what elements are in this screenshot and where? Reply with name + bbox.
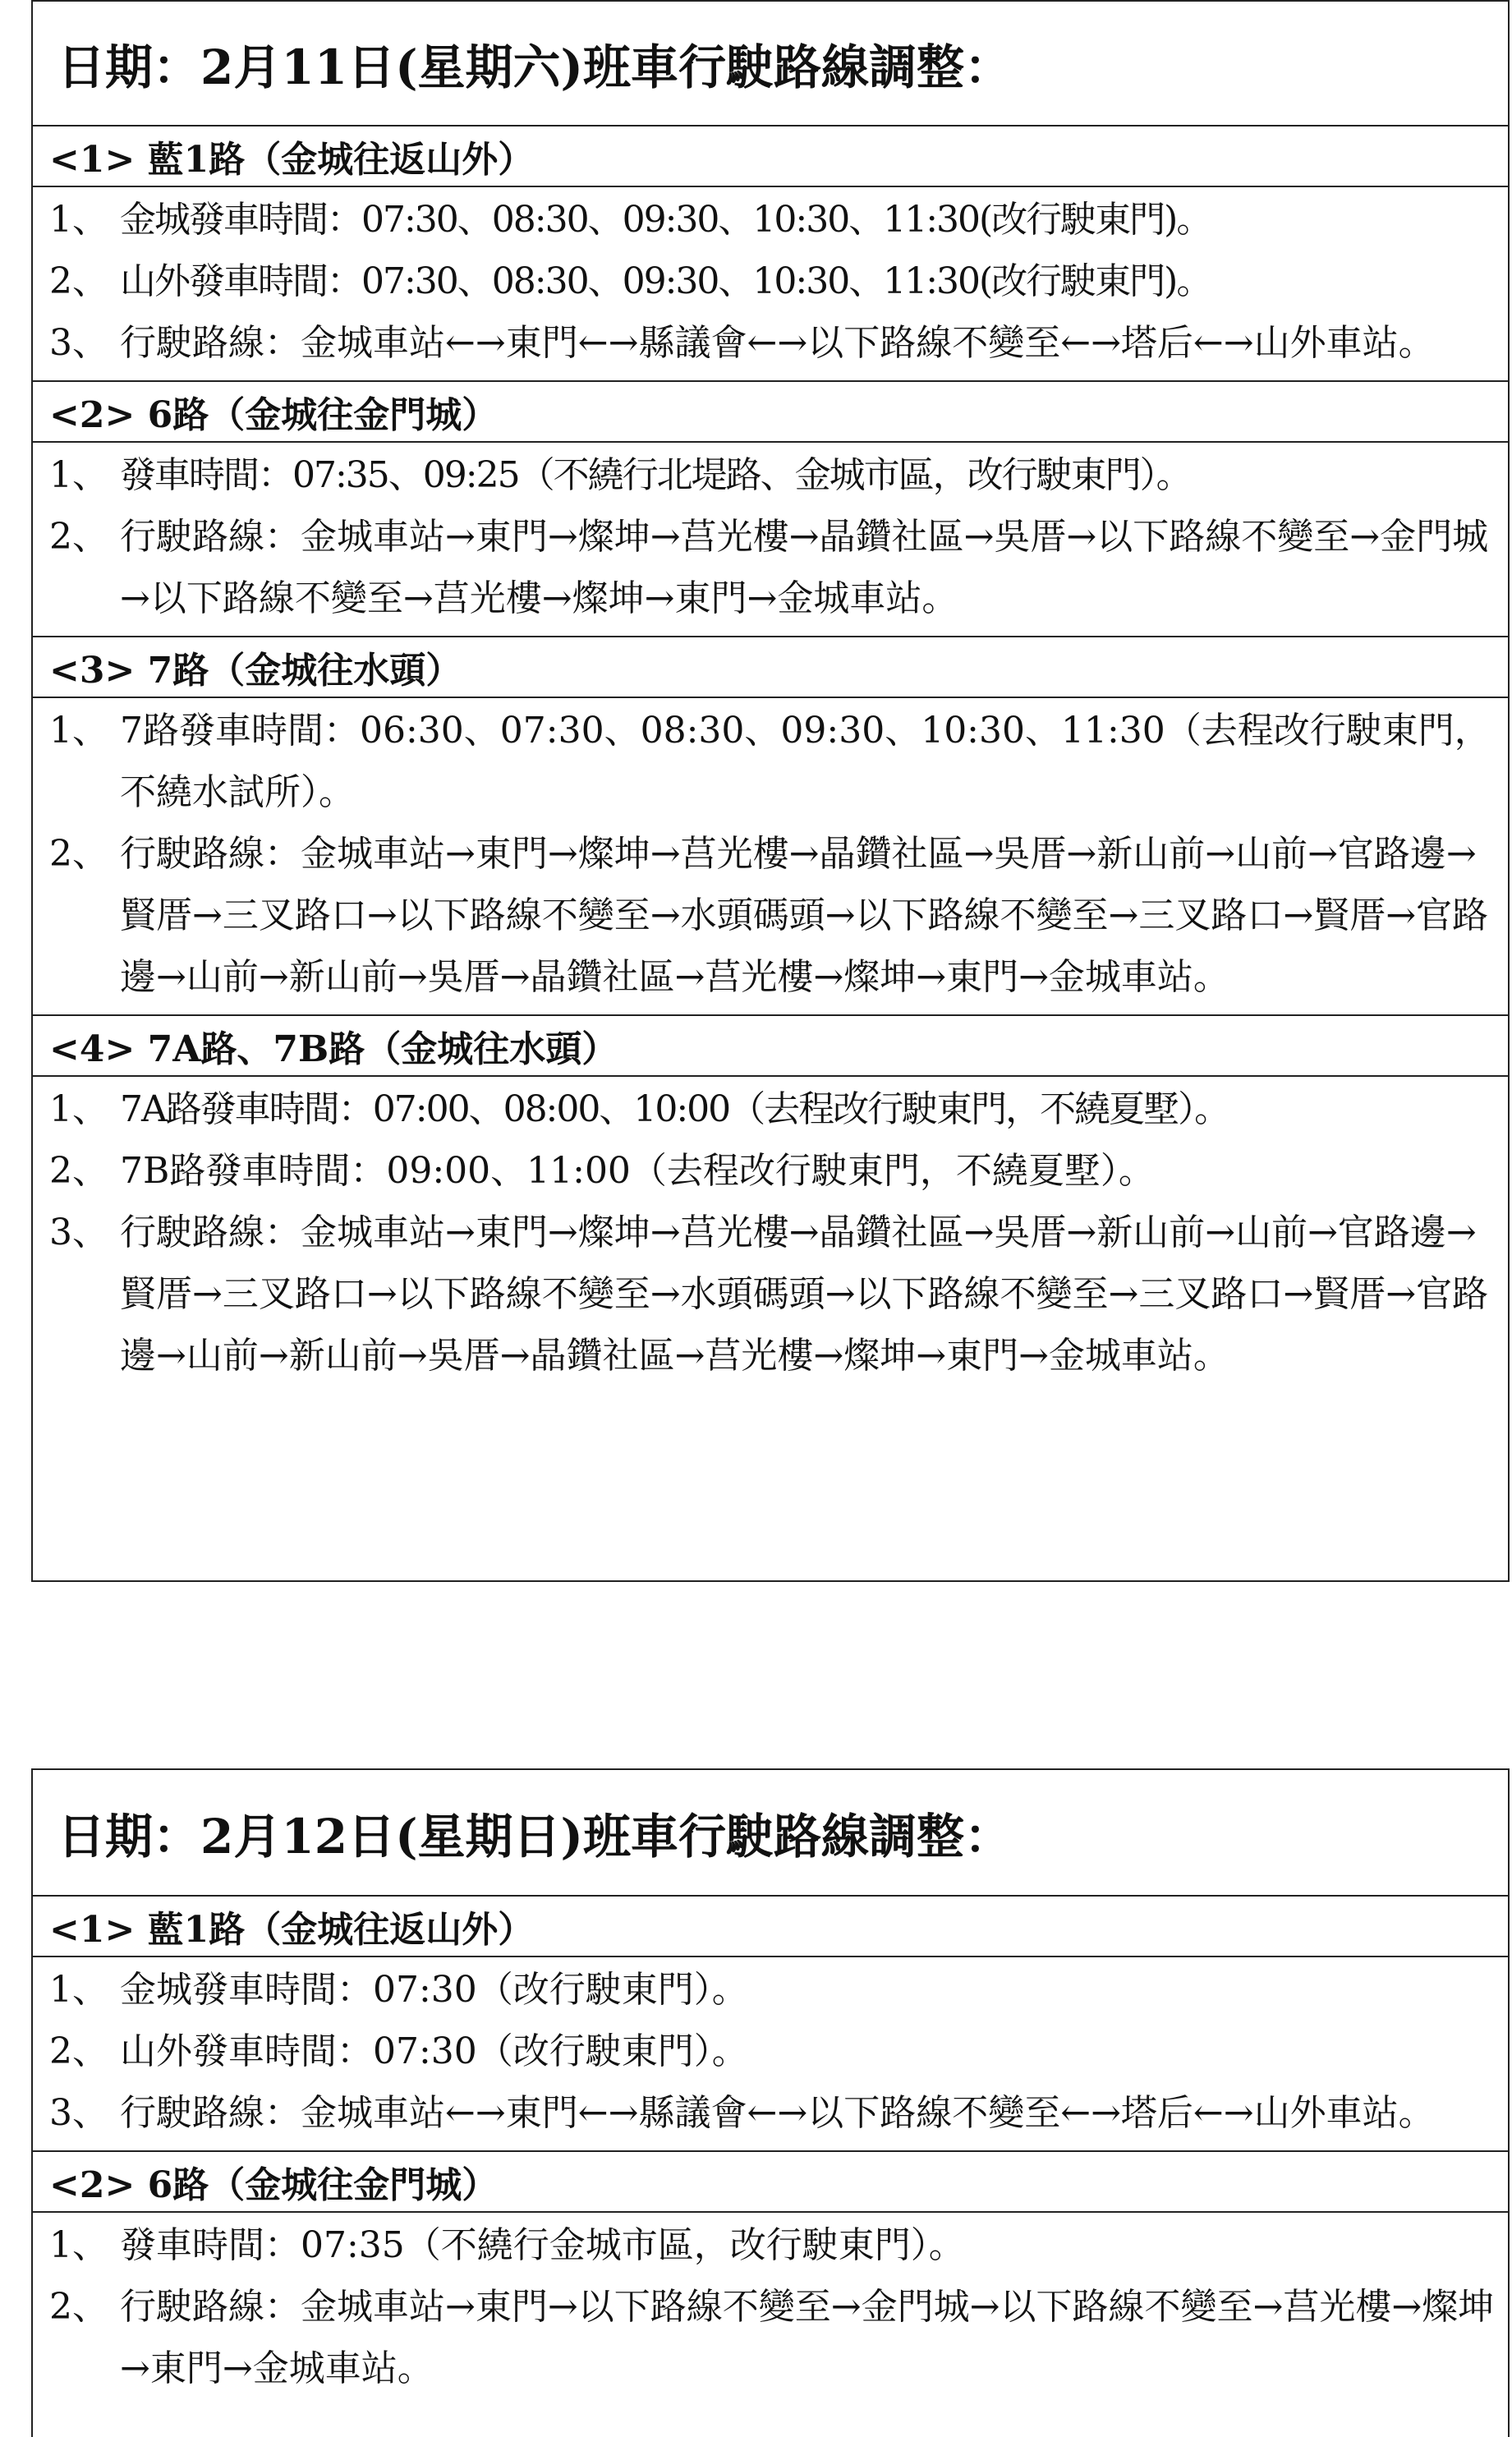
list-item <box>49 823 1496 1008</box>
item-text: 行駛路線：金城車站→東門→燦坤→莒光樓→晶鑽社區→吳厝→新山前→山前→官路邊→賢厝→三叉路口→以下路線不變至→水頭碼頭→以下路線不變至→三叉路口→賢厝→官路邊→山前→新山前→吳厝→晶鑽社區→莒光樓→燦坤→東門→金城車站。 <box>120 833 1489 998</box>
route-body-7 <box>33 698 1508 1016</box>
item-text: 7A路發車時間：07:00、08:00、10:00（去程改行駛東門，不繞夏墅）。 <box>120 1088 1229 1130</box>
route-header-blue-1: <1> 藍1路（金城往返山外） <box>33 126 1508 187</box>
route-body-6 <box>33 2213 1508 2406</box>
list-item <box>49 1959 1496 2021</box>
item-number: 2、 <box>49 2030 108 2072</box>
list-item <box>49 444 1496 506</box>
route-body-blue-1 <box>33 187 1508 382</box>
item-text: 行駛路線：金城車站→東門→燦坤→莒光樓→晶鑽社區→吳厝→新山前→山前→官路邊→賢厝→三叉路口→以下路線不變至→水頭碼頭→以下路線不變至→三叉路口→賢厝→官路邊→山前→新山前→吳厝→晶鑽社區→莒光樓→燦坤→東門→金城車站。 <box>120 1212 1489 1377</box>
item-number: 2、 <box>49 1150 108 1192</box>
item-text: 金城發車時間：07:30（改行駛東門）。 <box>120 1969 748 2011</box>
item-text: 山外發車時間：07:30（改行駛東門）。 <box>120 2030 748 2072</box>
item-text: 山外發車時間：07:30、08:30、09:30、10:30、11:30(改行駛東門)。 <box>120 260 1211 302</box>
list-item <box>49 1078 1496 1140</box>
list-item <box>49 312 1496 374</box>
item-number: 1、 <box>49 199 108 241</box>
notice-feb-12 <box>31 1768 1510 2437</box>
route-body-blue-1 <box>33 1957 1508 2152</box>
item-number: 1、 <box>49 1969 108 2011</box>
item-number: 1、 <box>49 1088 108 1130</box>
item-text: 行駛路線：金城車站→東門→以下路線不變至→金門城→以下路線不變至→莒光樓→燦坤→東門→金城車站。 <box>120 2286 1495 2389</box>
item-text: 7B路發車時間：09:00、11:00（去程改行駛東門，不繞夏墅）。 <box>120 1150 1155 1192</box>
notice-title: 日期：2月11日(星期六)班車行駛路線調整： <box>33 2 1508 126</box>
list-item <box>49 2021 1496 2082</box>
list-item <box>49 189 1496 251</box>
list-item <box>49 251 1496 312</box>
route-header-7a-7b: <4> 7A路、7B路（金城往水頭） <box>33 1016 1508 1077</box>
item-text: 行駛路線：金城車站←→東門←→縣議會←→以下路線不變至←→塔后←→山外車站。 <box>120 322 1435 364</box>
item-text: 發車時間：07:35（不繞行金城市區，改行駛東門）。 <box>120 2224 965 2266</box>
list-item <box>49 700 1496 823</box>
list-item <box>49 1202 1496 1386</box>
list-item <box>49 2276 1496 2399</box>
item-number: 2、 <box>49 2286 108 2328</box>
item-text: 金城發車時間：07:30、08:30、09:30、10:30、11:30(改行駛東門)。 <box>120 199 1211 241</box>
item-number: 2、 <box>49 833 108 875</box>
item-number: 1、 <box>49 710 108 752</box>
item-number: 1、 <box>49 454 108 496</box>
item-text: 7路發車時間：06:30、07:30、08:30、09:30、10:30、11:30（去程改行駛東門，不繞水試所）。 <box>120 710 1491 813</box>
notice-feb-11 <box>31 0 1510 1582</box>
list-item <box>49 2214 1496 2276</box>
list-item <box>49 2082 1496 2144</box>
notice-title: 日期：2月12日(星期日)班車行駛路線調整： <box>33 1770 1508 1897</box>
route-body-7a-7b <box>33 1077 1508 1393</box>
route-header-6: <2> 6路（金城往金門城） <box>33 2152 1508 2213</box>
item-number: 2、 <box>49 260 108 302</box>
item-text: 行駛路線：金城車站→東門→燦坤→莒光樓→晶鑽社區→吳厝→以下路線不變至→金門城→以下路線不變至→莒光樓→燦坤→東門→金城車站。 <box>120 516 1489 619</box>
item-number: 1、 <box>49 2224 108 2266</box>
route-body-6 <box>33 443 1508 637</box>
item-number: 3、 <box>49 322 108 364</box>
item-number: 3、 <box>49 1212 108 1253</box>
route-header-blue-1: <1> 藍1路（金城往返山外） <box>33 1897 1508 1957</box>
list-item <box>49 506 1496 629</box>
route-header-6: <2> 6路（金城往金門城） <box>33 382 1508 443</box>
item-number: 2、 <box>49 516 108 558</box>
item-text: 行駛路線：金城車站←→東門←→縣議會←→以下路線不變至←→塔后←→山外車站。 <box>120 2092 1435 2134</box>
list-item <box>49 1140 1496 1202</box>
item-number: 3、 <box>49 2092 108 2134</box>
route-header-7: <3> 7路（金城往水頭） <box>33 637 1508 698</box>
item-text: 發車時間：07:35、09:25（不繞行北堤路、金城市區，改行駛東門）。 <box>120 454 1191 496</box>
